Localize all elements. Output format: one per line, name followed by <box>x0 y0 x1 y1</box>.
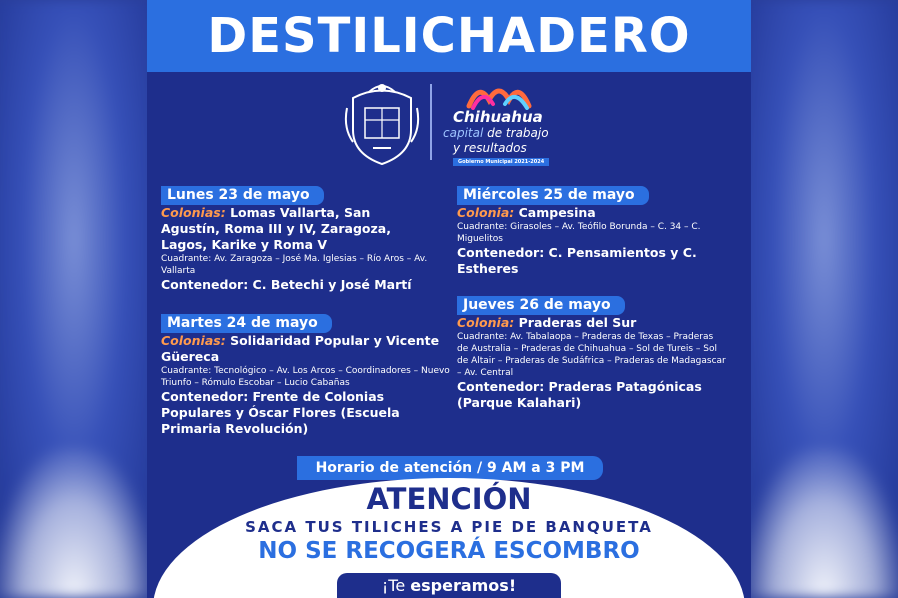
contenedor-line: Contenedor: Praderas Patagónicas (Parque Kalahari) <box>457 379 702 410</box>
logo-subtitle-rest: de trabajo <box>483 126 549 140</box>
saca-tiliches-text: SACA TUS TILICHES A PIE DE BANQUETA <box>245 518 653 536</box>
colonias-line <box>161 333 451 365</box>
logo-subtitle-2: y resultados <box>453 141 527 155</box>
background-blur-right <box>744 0 898 598</box>
colonias-label: Colonias: <box>161 205 226 220</box>
colonias-value: Praderas del Sur <box>518 315 637 330</box>
esperamos-bold: esperamos! <box>410 576 517 595</box>
chihuahua-wave-logo-icon <box>465 80 535 110</box>
background-blur-left <box>0 0 154 598</box>
contenedor-line: Contenedor: Frente de Colonias Populares y Óscar Flores (Escuela Primaria Revolución) <box>161 389 400 436</box>
no-escombro-text: NO SE RECOGERÁ ESCOMBRO <box>258 538 640 564</box>
poster <box>147 0 751 598</box>
logo-subtitle-accent: capital <box>443 126 484 140</box>
city-crest-icon <box>343 78 421 166</box>
colonias-line <box>457 205 727 221</box>
colonias-line <box>457 315 727 331</box>
logo-divider <box>430 84 432 160</box>
colonias-value: Campesina <box>518 205 596 220</box>
hours-banner: Horario de atención / 9 AM a 3 PM <box>297 456 603 480</box>
esperamos-banner <box>337 573 561 598</box>
colonias-label: Colonias: <box>161 333 226 348</box>
poster-title: DESTILICHADERO <box>207 8 691 64</box>
day-block-miercoles <box>457 184 727 277</box>
colonias-label: Colonia: <box>457 315 515 330</box>
colonias-line <box>161 205 431 253</box>
day-block-lunes <box>161 184 431 293</box>
day-heading: Miércoles 25 de mayo <box>457 186 649 205</box>
colonias-label: Colonia: <box>457 205 515 220</box>
cuadrante-line: Cuadrante: Av. Tabalaopa – Praderas de Texas – Praderas de Australia – Praderas de Chihuahua – Sol de Tureis – Sol de Altair – Praderas de Sudáfrica – Praderas de Madagascar – Av. Central <box>457 332 726 378</box>
day-heading: Jueves 26 de mayo <box>457 296 625 315</box>
day-block-jueves <box>457 294 727 411</box>
contenedor-line: Contenedor: C. Betechi y José Martí <box>161 277 412 292</box>
colonias-value: Lomas Vallarta, San Agustín, Roma III y IV, Zaragoza, Lagos, Karike y Roma V <box>161 205 391 252</box>
logo-tagline: Gobierno Municipal 2021-2024 <box>453 158 549 166</box>
day-heading: Martes 24 de mayo <box>161 314 332 333</box>
esperamos-pre: ¡Te <box>381 576 411 595</box>
colonias-value: Solidaridad Popular y Vicente Güereca <box>161 333 440 364</box>
day-block-martes <box>161 312 451 437</box>
attention-heading: ATENCIÓN <box>366 482 532 516</box>
cuadrante-line: Cuadrante: Av. Zaragoza – José Ma. Iglesias – Río Aros – Av. Vallarta <box>161 254 428 276</box>
contenedor-line: Contenedor: C. Pensamientos y C. Estheres <box>457 245 697 276</box>
cuadrante-line: Cuadrante: Girasoles – Av. Teófilo Borunda – C. 34 – C. Miguelitos <box>457 222 701 244</box>
logo-subtitle <box>443 126 549 140</box>
cuadrante-line: Cuadrante: Tecnológico – Av. Los Arcos – Coordinadores – Nuevo Triunfo – Rómulo Escobar – Lucio Cabañas <box>161 366 450 388</box>
day-heading: Lunes 23 de mayo <box>161 186 324 205</box>
logo-title: Chihuahua <box>453 108 543 126</box>
